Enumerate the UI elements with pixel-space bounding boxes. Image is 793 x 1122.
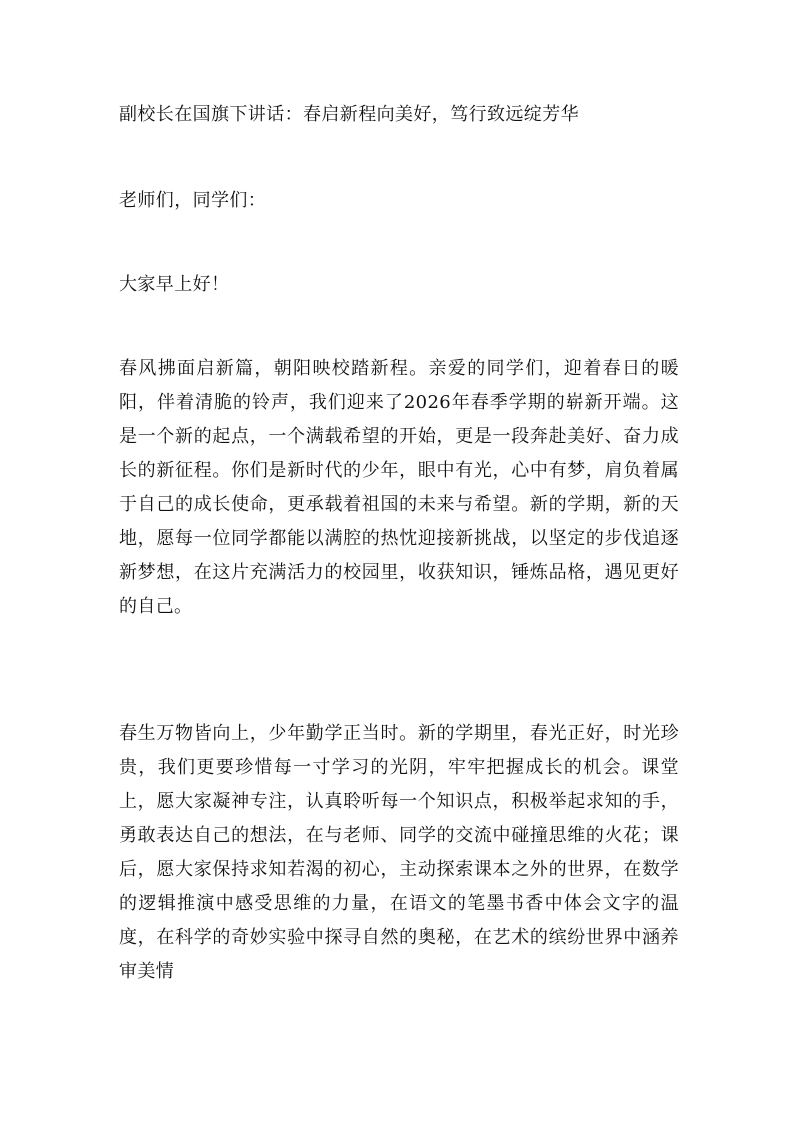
paragraph-1: 春风拂面启新篇，朝阳映校踏新程。亲爱的同学们，迎着春日的暖阳，伴着清脆的铃声，我们迎来了2026年春季学期的崭新开端。这是一个新的起点，一个满载希望的开始，更是一段奔赴美好、奋力成长的新征程。你们是新时代的少年，眼中有光，心中有梦，肩负着属于自己的成长使命，更承载着祖国的未来与希望。新的学期，新的天地，愿每一位同学都能以满腔的热忱迎接新挑战，以坚定的步伐追逐新梦想，在这片充满活力的校园里，收获知识，锤炼品格，遇见更好的自己。 (119, 358, 679, 617)
greeting: 大家早上好！ (119, 274, 230, 295)
salutation: 老师们，同学们： (119, 190, 267, 211)
document-title: 副校长在国旗下讲话：春启新程向美好，笃行致远绽芳华 (119, 104, 579, 125)
paragraph-2: 春生万物皆向上，少年勤学正当时。新的学期里，春光正好，时光珍贵，我们更要珍惜每一寸学习的光阴，牢牢把握成长的机会。课堂上，愿大家凝神专注，认真聆听每一个知识点，积极举起求知的手，勇敢表达自己的想法，在与老师、同学的交流中碰撞思维的火花；课后，愿大家保持求知若渴的初心，主动探索课本之外的世界，在数学的逻辑推演中感受思维的力量，在语文的笔墨书香中体会文字的温度，在科学的奇妙实验中探寻自然的奥秘，在艺术的缤纷世界中涵养审美情 (119, 723, 679, 982)
